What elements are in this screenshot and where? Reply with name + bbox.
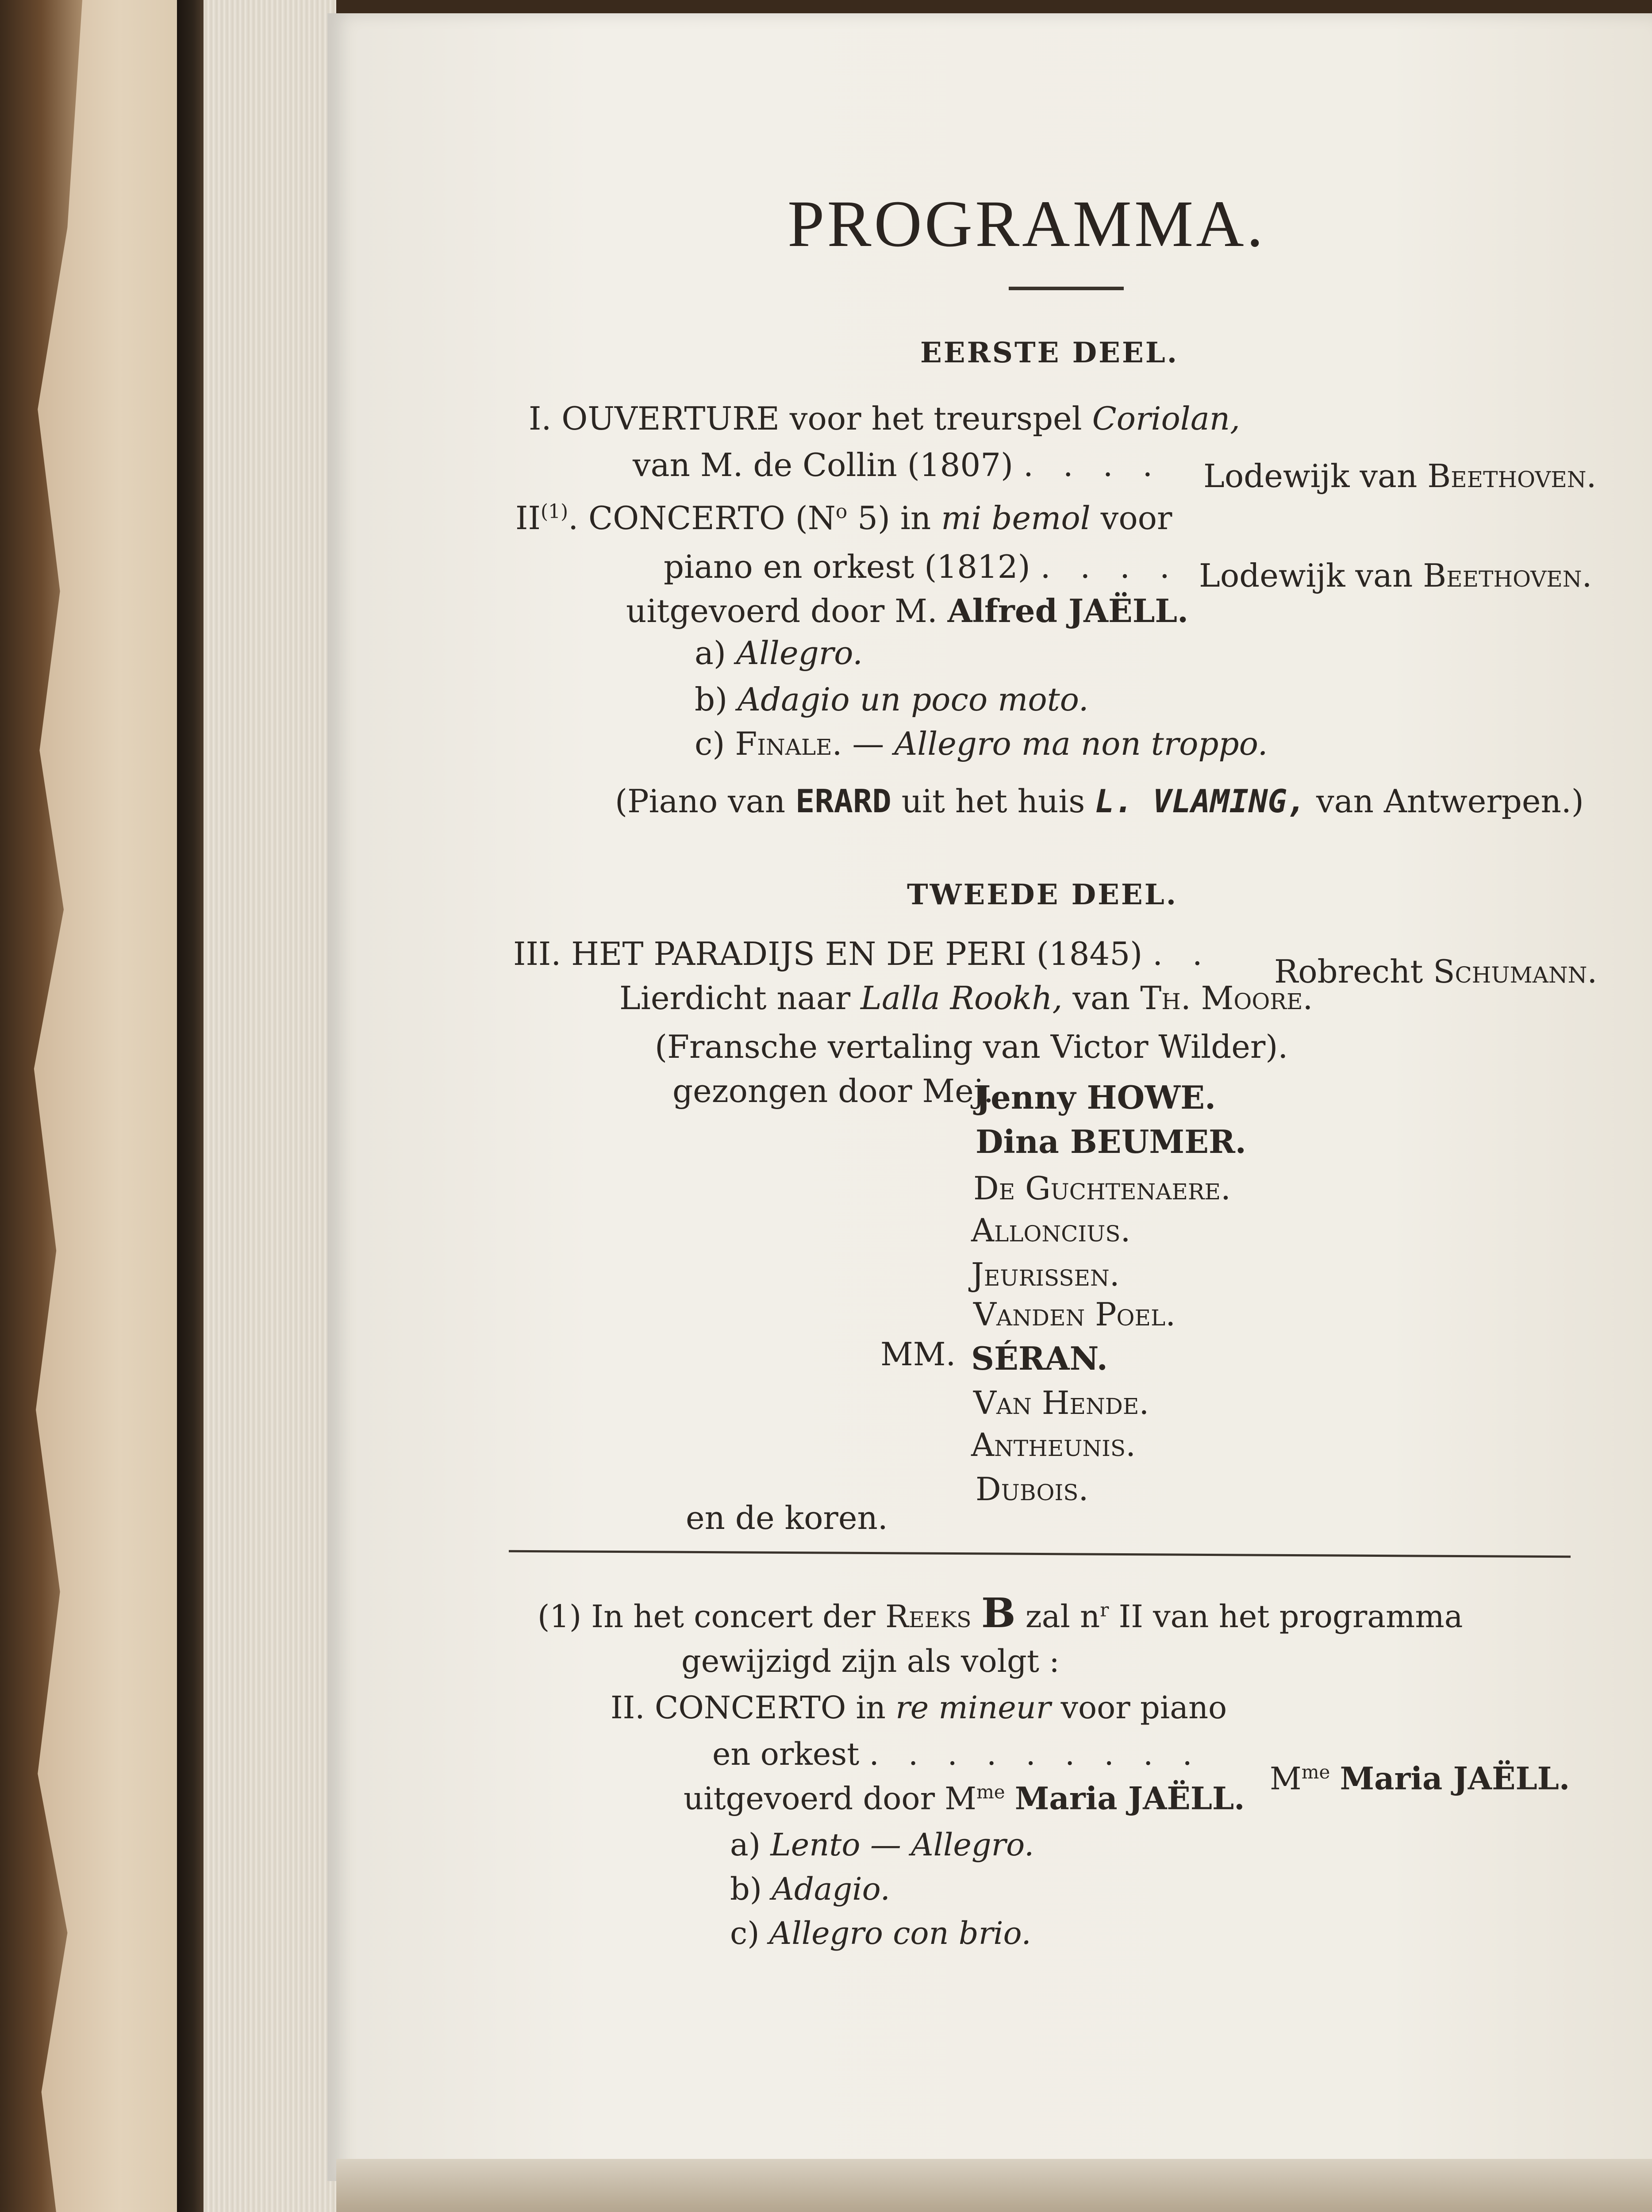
- item2-movement-a: [695, 634, 863, 672]
- item3-translation-note: (Fransche vertaling van Victor Wilder).: [655, 1028, 1288, 1065]
- singer-10: Dubois.: [976, 1471, 1089, 1508]
- piano-note: [615, 783, 1584, 820]
- item2-footnote-ref: (1): [540, 500, 569, 523]
- footnote-perf-sup: me: [976, 1781, 1005, 1803]
- item3-source-title: Lalla Rookh,: [861, 979, 1063, 1017]
- item3-sung-by: gezongen door Mej.: [672, 1072, 994, 1110]
- item2-composer: [1199, 557, 1592, 594]
- movement-label: b): [730, 1871, 762, 1907]
- piano-house: L. VLAMING,: [1095, 783, 1306, 820]
- item2-composer-first: Lodewijk van: [1199, 557, 1413, 594]
- item3-composer-last: Schumann.: [1433, 953, 1598, 990]
- item3-line2-pre: Lierdicht naar: [619, 979, 851, 1017]
- item1-composer-first: Lodewijk van: [1203, 457, 1418, 495]
- item2-performer-line: [626, 592, 1189, 630]
- item2-instrumentation: piano en orkest (1812): [664, 548, 1030, 585]
- footnote-mark: (1): [538, 1598, 582, 1635]
- movement-text: Adagio.: [772, 1871, 890, 1907]
- item2-key: mi bemol: [941, 499, 1091, 537]
- footnote-perf-name: Maria JAËLL.: [1014, 1780, 1245, 1817]
- item1-number: I.: [529, 400, 552, 437]
- footnote-series: Reeks: [885, 1598, 972, 1635]
- item1-composer-last: Beethoven.: [1427, 457, 1597, 495]
- footnote-text-b: zal n: [1025, 1598, 1100, 1635]
- choir-note: en de koren.: [686, 1499, 888, 1536]
- item2-line1: [515, 499, 1172, 537]
- piano-note-pre: (Piano van: [615, 783, 786, 820]
- footnote-text-a: In het concert der: [591, 1598, 876, 1635]
- item2-text-b: 5) in: [847, 499, 931, 537]
- singer-3: De Guchtenaere.: [973, 1170, 1231, 1207]
- item3-number: III.: [513, 935, 561, 972]
- item1-text: OUVERTURE voor het treurspel: [561, 400, 1082, 437]
- item2-movement-b: [695, 681, 1089, 718]
- page-bottom-edge: [336, 2159, 1652, 2212]
- piano-note-mid: uit het huis: [901, 783, 1085, 820]
- item2-composer-last: Beethoven.: [1423, 557, 1592, 594]
- page-stack-edges: [204, 0, 336, 2212]
- item1-line1: [529, 400, 1241, 437]
- section-heading-part1: EERSTE DEEL.: [920, 336, 1179, 369]
- item1-author: van M. de Collin (1807): [633, 446, 1014, 484]
- item2-no-sup: o: [835, 500, 848, 523]
- item3-composer: [1274, 953, 1598, 990]
- item2-text-a: . CONCERTO (N: [568, 499, 836, 537]
- footnote-movement-a: [730, 1827, 1034, 1863]
- item3-line2: [619, 979, 1313, 1017]
- item3-leader-dots: . .: [1153, 935, 1212, 972]
- footnote-perf-pre: uitgevoerd door M: [684, 1780, 976, 1817]
- page-title: PROGRAMMA.: [788, 187, 1266, 261]
- footnote-item-key: re mineur: [895, 1690, 1051, 1726]
- footnote-movement-c: [730, 1915, 1031, 1951]
- footnote-movement-b: [730, 1871, 890, 1907]
- singer-9: Antheunis.: [971, 1426, 1136, 1463]
- item3-text: HET PARADIJS EN DE PERI (1845): [571, 935, 1143, 972]
- piano-note-post: van Antwerpen.): [1316, 783, 1584, 820]
- footnote-performer-line: [684, 1780, 1245, 1817]
- piano-brand: ERARD: [795, 783, 891, 820]
- footnote-series-letter: B: [981, 1589, 1016, 1637]
- footnote-sup: r: [1100, 1599, 1109, 1621]
- singer-8: Van Hende.: [973, 1384, 1149, 1421]
- movement-text: Lento — Allegro.: [770, 1827, 1034, 1863]
- footnote-text-c: II van het programma: [1118, 1598, 1463, 1635]
- item2-movement-c: [695, 725, 1268, 762]
- item2-performer: Alfred JAËLL.: [947, 592, 1189, 630]
- footnote-item: [611, 1690, 1227, 1726]
- footnote-item-text-a: CONCERTO in: [654, 1690, 886, 1726]
- item1-work: Coriolan,: [1092, 400, 1241, 437]
- footnote-item-line2: [712, 1736, 1202, 1772]
- footnote-line2: gewijzigd zijn als volgt :: [681, 1643, 1060, 1679]
- movement-prefix: Finale. —: [735, 725, 895, 762]
- item1-leader-dots: . . . .: [1023, 446, 1163, 484]
- footnote-right-sup: me: [1301, 1761, 1330, 1783]
- movement-label: c): [730, 1915, 760, 1951]
- item3-line1: [513, 935, 1212, 972]
- singer-5: Jeurissen.: [971, 1256, 1120, 1293]
- footnote-right-pre: M: [1270, 1760, 1302, 1797]
- footnote-item-text-b: voor piano: [1060, 1690, 1227, 1726]
- movement-text: Adagio un poco moto.: [738, 681, 1089, 718]
- item3-composer-first: Robrecht: [1274, 953, 1423, 990]
- section-heading-part2: TWEEDE DEEL.: [907, 878, 1178, 911]
- movement-label: a): [695, 634, 726, 672]
- item2-performer-pre: uitgevoerd door M.: [626, 592, 937, 630]
- item2-text-c: voor: [1100, 499, 1172, 537]
- footnote-item-instrumentation: en orkest: [712, 1736, 860, 1772]
- footnote-line1: [538, 1589, 1463, 1637]
- singer-1: Jenny HOWE.: [976, 1079, 1216, 1116]
- singer-6: Vanden Poel.: [973, 1296, 1176, 1333]
- movement-label: c): [695, 725, 725, 762]
- movement-label: a): [730, 1827, 761, 1863]
- item3-line2-post: van: [1072, 979, 1130, 1017]
- item2-line2: [664, 548, 1179, 585]
- movement-text: Allegro.: [736, 634, 863, 672]
- footnote-performer-right: [1270, 1760, 1570, 1797]
- movement-text: Allegro ma non troppo.: [894, 725, 1268, 762]
- item2-number: II: [515, 499, 541, 537]
- footnote-item-number: II.: [611, 1690, 645, 1726]
- title-divider: [1009, 287, 1124, 290]
- footnote-leader-dots: . . . . . . . . .: [869, 1736, 1202, 1772]
- item1-line2: [633, 446, 1163, 484]
- singer-7: SÉRAN.: [971, 1340, 1108, 1377]
- men-label: MM.: [880, 1336, 956, 1373]
- item2-leader-dots: . . . .: [1040, 548, 1179, 585]
- item1-composer: [1203, 457, 1597, 495]
- movement-label: b): [695, 681, 728, 718]
- book-spine: [177, 0, 204, 2212]
- singer-4: Alloncius.: [971, 1212, 1131, 1249]
- footnote-right-name: Maria JAËLL.: [1340, 1760, 1570, 1797]
- movement-text: Allegro con brio.: [769, 1915, 1031, 1951]
- singer-2: Dina BEUMER.: [976, 1123, 1246, 1160]
- item3-source-author: Th. Moore.: [1140, 979, 1313, 1017]
